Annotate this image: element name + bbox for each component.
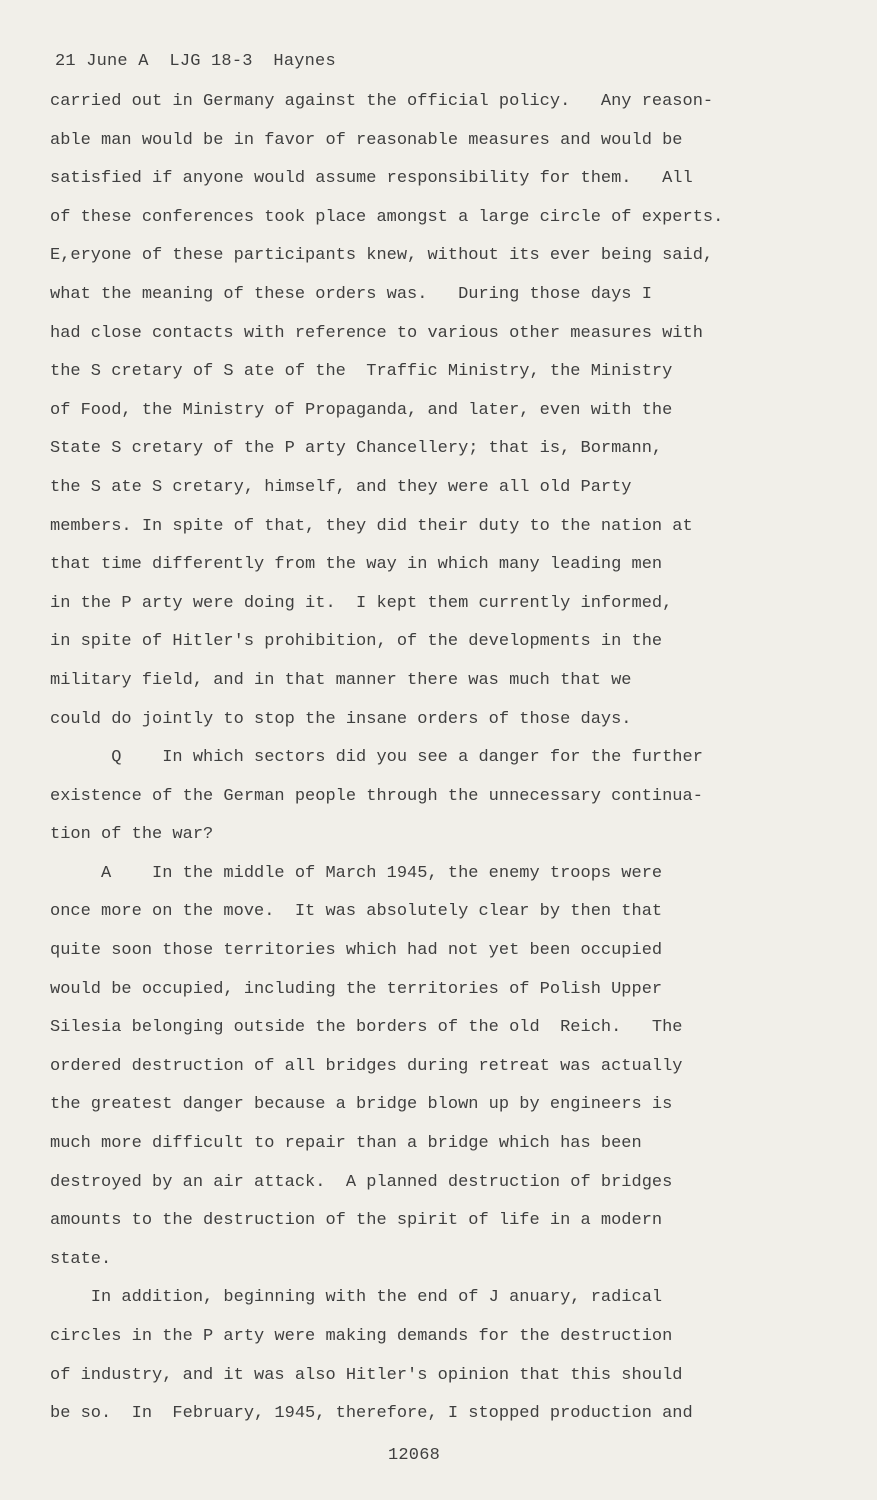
text-line: in spite of Hitler's prohibition, of the developments in the — [50, 632, 663, 652]
text-line: the S ate S cretary, himself, and they were all old Party — [50, 477, 632, 497]
text-line: In addition, beginning with the end of J anuary, radical — [50, 1288, 663, 1308]
text-line: could do jointly to stop the insane orders of those days. — [50, 709, 632, 729]
text-line: of Food, the Ministry of Propaganda, and later, even with the — [50, 400, 673, 420]
text-line: would be occupied, including the territories of Polish Upper — [50, 979, 663, 999]
text-line: State S cretary of the P arty Chancellery; that is, Bormann, — [50, 439, 663, 459]
text-line: in the P arty were doing it. I kept them currently informed, — [50, 593, 673, 613]
text-line: once more on the move. It was absolutely clear by then that — [50, 902, 663, 922]
text-line: of industry, and it was also Hitler's opinion that this should — [50, 1365, 683, 1385]
body-text — [50, 88, 850, 1439]
text-line: Q In which sectors did you see a danger for the further — [50, 748, 703, 768]
text-line: the greatest danger because a bridge blown up by engineers is — [50, 1095, 673, 1115]
text-line: A In the middle of March 1945, the enemy troops were — [50, 863, 663, 883]
text-line: satisfied if anyone would assume responsibility for them. All — [50, 169, 693, 189]
text-line: ordered destruction of all bridges during retreat was actually — [50, 1056, 683, 1076]
text-line: carried out in Germany against the official policy. Any reason- — [50, 92, 714, 111]
text-line: military field, and in that manner there was much that we — [50, 670, 632, 690]
text-line: quite soon those territories which had not yet been occupied — [50, 941, 663, 961]
text-line: destroyed by an air attack. A planned destruction of bridges — [50, 1172, 673, 1192]
text-line: much more difficult to repair than a bridge which has been — [50, 1134, 642, 1154]
text-line: able man would be in favor of reasonable measures and would be — [50, 130, 683, 150]
text-line: the S cretary of S ate of the Traffic Ministry, the Ministry — [50, 362, 673, 382]
text-line: Silesia belonging outside the borders of the old Reich. The — [50, 1018, 683, 1038]
text-line: E,eryone of these participants knew, without its ever being said, — [50, 246, 714, 266]
page-header: 21 June A LJG 18-3 Haynes — [55, 52, 336, 71]
text-line: be so. In February, 1945, therefore, I stopped production and — [50, 1404, 693, 1424]
text-line: circles in the P arty were making demands for the destruction — [50, 1327, 673, 1346]
text-line: what the meaning of these orders was. During those days I — [50, 284, 652, 304]
text-line: amounts to the destruction of the spirit of life in a modern — [50, 1211, 663, 1231]
text-line: had close contacts with reference to various other measures with — [50, 323, 703, 343]
text-line: that time differently from the way in which many leading men — [50, 555, 663, 575]
text-line: members. In spite of that, they did their duty to the nation at — [50, 516, 693, 536]
text-line: existence of the German people through the unnecessary continua- — [50, 786, 703, 806]
page-number: 12068 — [388, 1446, 441, 1465]
text-line: of these conferences took place amongst a large circle of experts. — [50, 207, 724, 227]
text-line: state. — [50, 1249, 112, 1269]
text-line: tion of the war? — [50, 825, 214, 845]
